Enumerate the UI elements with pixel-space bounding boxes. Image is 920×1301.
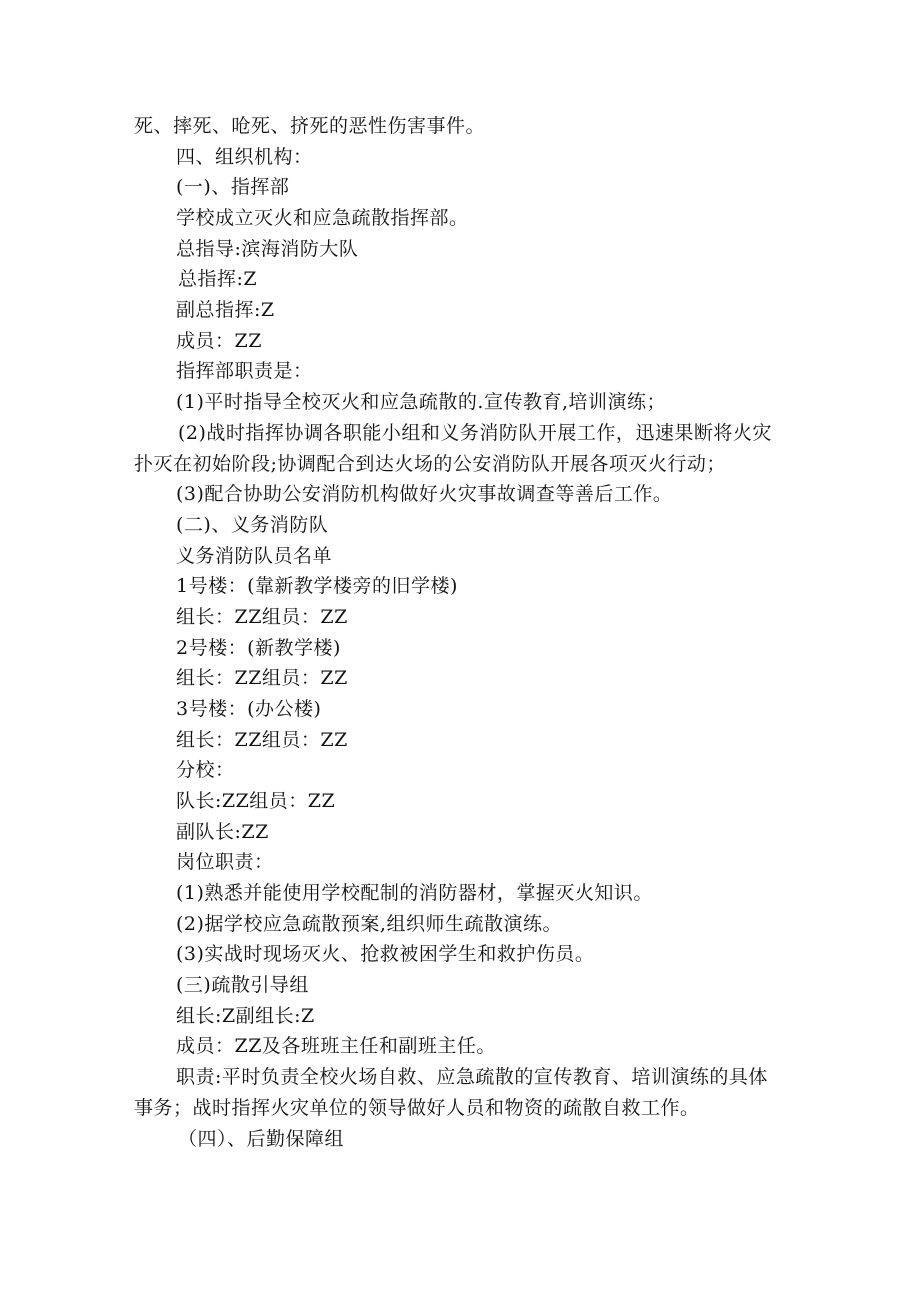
text-line: 扑灭在初始阶段;协调配合到达火场的公安消防队开展各项灭火行动； — [134, 453, 726, 475]
text-line: 成员：ZZ — [176, 330, 262, 352]
text-line: 组长：ZZ组员：ZZ — [176, 667, 348, 689]
text-line: 2号楼：(新教学楼) — [176, 637, 341, 659]
text-line: 队长:ZZ组员：ZZ — [176, 790, 336, 812]
text-line: 副总指挥:Z — [176, 299, 275, 321]
text-line: 死、摔死、呛死、挤死的恶性伤害事件。 — [134, 115, 486, 137]
text-line: 总指导:滨海消防大队 — [176, 238, 359, 260]
list-item: (2)据学校应急疏散预案,组织师生疏散演练。 — [176, 913, 562, 935]
text-line: 学校成立灭火和应急疏散指挥部。 — [176, 207, 469, 229]
text-line: 3号楼：(办公楼) — [176, 698, 322, 720]
text-line: 组长：ZZ组员：ZZ — [176, 729, 348, 751]
list-item: (2)战时指挥协调各职能小组和义务消防队开展工作，迅速果断将火灾 — [178, 422, 772, 444]
text-line: 事务；战时指挥火灾单位的领导做好人员和物资的疏散自救工作。 — [134, 1097, 700, 1119]
text-line: 岗位职责： — [176, 851, 274, 873]
text-line: 指挥部职责是： — [176, 360, 313, 382]
text-line: 1号楼：(靠新教学楼旁的旧学楼) — [176, 575, 458, 597]
subsection-heading: (一)、指挥部 — [176, 176, 290, 198]
text-line: 副队长:ZZ — [176, 821, 269, 843]
text-line: 成员：ZZ及各班班主任和副班主任。 — [176, 1035, 496, 1057]
list-item: (1)平时指导全校灭火和应急疏散的.宣传教育,培训演练； — [176, 391, 666, 413]
subsection-heading: (二)、义务消防队 — [176, 514, 329, 536]
text-line: 职责:平时负责全校火场自救、应急疏散的宣传教育、培训演练的具体 — [176, 1066, 768, 1088]
section-heading: 四、组织机构： — [176, 146, 313, 168]
subsection-heading: （四）、后勤保障组 — [178, 1128, 345, 1150]
list-item: (1)熟悉并能使用学校配制的消防器材，掌握灭火知识。 — [176, 882, 653, 904]
text-line: 总指挥:Z — [178, 268, 258, 290]
text-line: 组长:Z副组长:Z — [176, 1005, 315, 1027]
subsection-heading: (三)疏散引导组 — [176, 974, 309, 996]
text-line: 义务消防队员名单 — [176, 545, 333, 567]
text-line: 分校： — [176, 759, 235, 781]
text-line: 组长：ZZ组员：ZZ — [176, 606, 348, 628]
list-item: (3)实战时现场灭火、抢救被困学生和救护伤员。 — [176, 943, 595, 965]
list-item: (3)配合协助公安消防机构做好火灾事故调查等善后工作。 — [176, 483, 673, 505]
